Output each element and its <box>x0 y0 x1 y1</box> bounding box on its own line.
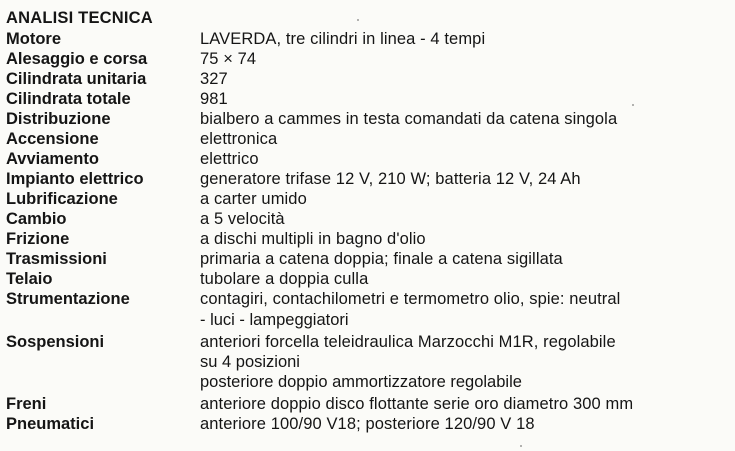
spec-label: Accensione <box>6 130 99 148</box>
spec-value-continuation: - luci - lampeggiatori <box>200 311 349 329</box>
spec-label: Motore <box>6 30 61 48</box>
spec-value: contagiri, contachilometri e termometro olio, spie: neutral <box>200 290 621 308</box>
spec-row-accensione <box>0 130 735 150</box>
spec-row-pneumatici <box>0 415 735 435</box>
spec-row-cilindrata-totale <box>0 90 735 110</box>
spec-row-telaio <box>0 270 735 290</box>
spec-value: 327 <box>200 70 228 88</box>
spec-label: Lubrificazione <box>6 190 118 208</box>
spec-row-lubrificazione <box>0 190 735 210</box>
spec-value: primaria a catena doppia; finale a catena sigillata <box>200 250 563 268</box>
spec-value: elettrico <box>200 150 259 168</box>
spec-label: Trasmissioni <box>6 250 107 268</box>
spec-row-cambio <box>0 210 735 230</box>
spec-row-impianto-elettrico <box>0 170 735 190</box>
spec-row-alesaggio <box>0 50 735 70</box>
spec-value: a 5 velocità <box>200 210 285 228</box>
spec-row-cilindrata-unitaria <box>0 70 735 90</box>
spec-label: Strumentazione <box>6 290 130 308</box>
spec-row-sospensioni <box>0 333 735 353</box>
spec-row-distribuzione <box>0 110 735 130</box>
spec-value: anteriori forcella teleidraulica Marzocchi M1R, regolabile <box>200 333 616 351</box>
spec-label: Pneumatici <box>6 415 95 433</box>
spec-label: Cambio <box>6 210 67 228</box>
spec-value: 75 × 74 <box>200 50 257 68</box>
spec-value: a dischi multipli in bagno d'olio <box>200 230 426 248</box>
spec-label: Frizione <box>6 230 70 248</box>
paper-speck <box>632 104 634 106</box>
spec-row-freni <box>0 395 735 415</box>
spec-value: anteriore 100/90 V18; posteriore 120/90 V 18 <box>200 415 535 433</box>
spec-label: Freni <box>6 395 47 413</box>
section-title: ANALISI TECNICA <box>6 9 153 27</box>
paper-speck <box>357 19 359 21</box>
spec-value: 981 <box>200 90 228 108</box>
spec-value: tubolare a doppia culla <box>200 270 369 288</box>
spec-label: Avviamento <box>6 150 99 168</box>
spec-label: Cilindrata totale <box>6 90 131 108</box>
spec-label: Telaio <box>6 270 53 288</box>
spec-value: generatore trifase 12 V, 210 W; batteria 12 V, 24 Ah <box>200 170 581 188</box>
spec-value: anteriore doppio disco flottante serie oro diametro 300 mm <box>200 395 634 413</box>
spec-value: LAVERDA, tre cilindri in linea - 4 tempi <box>200 30 486 48</box>
spec-row-frizione <box>0 230 735 250</box>
spec-value: elettronica <box>200 130 278 148</box>
spec-row-strumentazione <box>0 290 735 310</box>
spec-value-continuation: posteriore doppio ammortizzatore regolabile <box>200 373 522 391</box>
spec-row-avviamento <box>0 150 735 170</box>
spec-label: Cilindrata unitaria <box>6 70 147 88</box>
spec-label: Impianto elettrico <box>6 170 144 188</box>
spec-label: Alesaggio e corsa <box>6 50 148 68</box>
spec-row-motore <box>0 30 735 50</box>
spec-row-trasmissioni <box>0 250 735 270</box>
spec-value: bialbero a cammes in testa comandati da catena singola <box>200 110 618 128</box>
spec-label: Distribuzione <box>6 110 111 128</box>
paper-speck <box>520 445 522 447</box>
spec-value-continuation: su 4 posizioni <box>200 353 300 371</box>
spec-label: Sospensioni <box>6 333 105 351</box>
spec-value: a carter umido <box>200 190 307 208</box>
